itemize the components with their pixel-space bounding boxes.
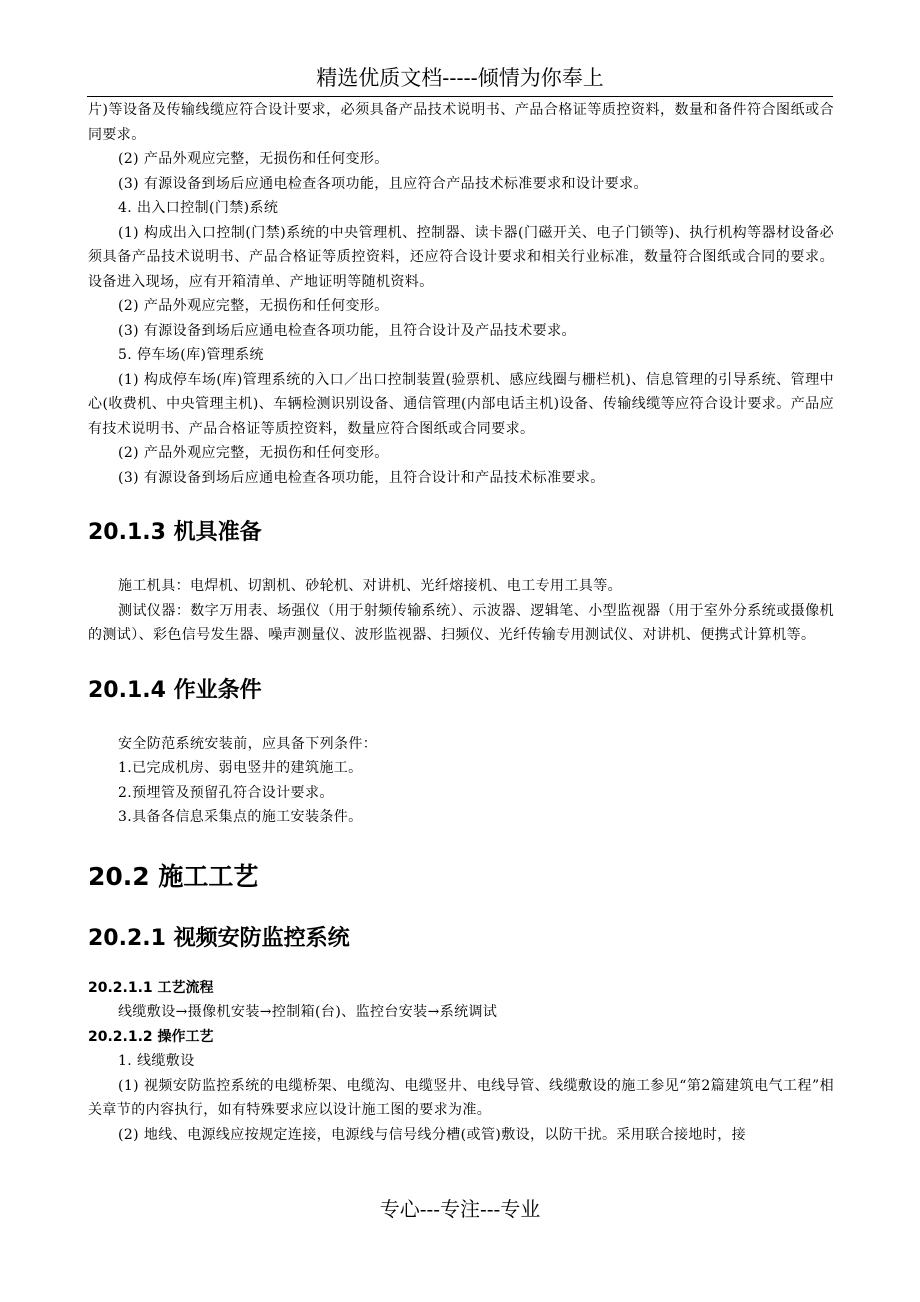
paragraph: 线缆敷设→摄像机安装→控制箱(台)、监控台安装→系统调试 [118,1004,498,1020]
subsection-heading-20-2-1-2: 20.2.1.2 操作工艺 [88,1028,214,1045]
paragraph: 施工机具：电焊机、切割机、砂轮机、对讲机、光纤熔接机、电工专用工具等。 [118,578,622,594]
list-heading: 5. 停车场(库)管理系统 [118,347,264,363]
list-item: 2.预埋管及预留孔符合设计要求。 [118,784,334,801]
paragraph: (2) 产品外观应完整，无损伤和任何变形。 [118,445,389,461]
paragraph: (3) 有源设备到场后应通电检查各项功能，且符合设计及产品技术要求。 [118,322,576,339]
section-heading-20-1-4: 20.1.4 作业条件 [88,677,262,703]
paragraph: 安全防范系统安装前，应具备下列条件： [118,735,378,752]
paragraph: (1) 视频安防监控系统的电缆桥架、电缆沟、电缆竖井、电线导管、线缆敷设的施工参见“第2篇建筑电气工程”相关章节的内容执行，如有特殊要求应以设计施工图的要求为准。 [88,1077,834,1118]
paragraph: (1) 构成停车场(库)管理系统的入口／出口控制装置(验票机、感应线圈与栅栏机)、信息管理的引导系统、管理中心(收费机、中央管理主机)、车辆检测识别设备、通信管理(内部电话主机)设备、传输线缆等应符合设计要求。产品应有技术说明书、产品合格证等质控资料，数量应符合图纸或合同要求。 [88,371,834,437]
section-heading-20-2: 20.2 施工工艺 [88,861,259,891]
paragraph: 片)等设备及传输线缆应符合设计要求，必须具备产品技术说明书、产品合格证等质控资料，数量和备件符合图纸或合同要求。 [88,102,834,143]
list-heading: 1. 线缆敷设 [118,1053,195,1069]
paragraph: (2) 地线、电源线应按规定连接，电源线与信号线分槽(或管)敷设，以防干扰。采用联合接地时，接 [118,1126,747,1143]
paragraph: (3) 有源设备到场后应通电检查各项功能，且符合设计和产品技术标准要求。 [118,469,605,486]
list-item: 1.已完成机房、弱电竖井的建筑施工。 [118,760,363,776]
paragraph: 测试仪器：数字万用表、场强仪（用于射频传输系统）、示波器、逻辑笔、小型监视器（用于室外分系统或摄像机的测试）、彩色信号发生器、噪声测量仪、波形监视器、扫频仪、光纤传输专用测试仪、对讲机、便携式计算机等。 [88,602,834,643]
list-heading: 4. 出入口控制(门禁)系统 [118,200,279,216]
section-heading-20-2-1: 20.2.1 视频安防监控系统 [88,925,350,951]
paragraph: (1) 构成出入口控制(门禁)系统的中央管理机、控制器、读卡器(门磁开关、电子门锁等)、执行机构等器材设备必须具备产品技术说明书、产品合格证等质控资料，还应符合设计要求和相关行业标准，数量符合图纸或合同的要求。设备进入现场，应有开箱清单、产地证明等随机资料。 [88,224,834,290]
paragraph: (3) 有源设备到场后应通电检查各项功能，且应符合产品技术标准要求和设计要求。 [118,175,648,192]
page-header: 精选优质文档-----倾情为你奉上 [316,66,604,90]
document-body [88,98,834,1147]
section-heading-20-1-3: 20.1.3 机具准备 [88,520,262,545]
list-item: 3.具备各信息采集点的施工安装条件。 [118,809,363,825]
page-footer: 专心---专注---专业 [379,1197,541,1221]
paragraph: (2) 产品外观应完整，无损伤和任何变形。 [118,151,389,167]
header-rule [87,96,833,97]
paragraph: (2) 产品外观应完整，无损伤和任何变形。 [118,298,389,314]
subsection-heading-20-2-1-1: 20.2.1.1 工艺流程 [88,979,214,996]
